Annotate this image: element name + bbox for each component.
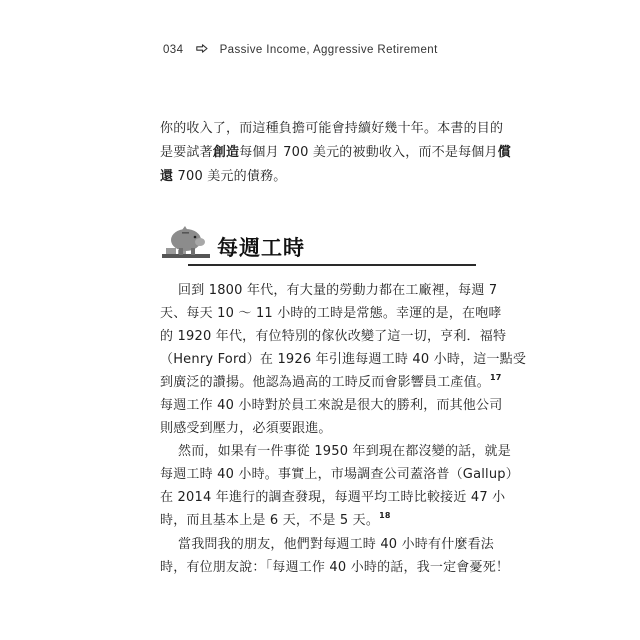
book-title: Passive Income, Aggressive Retirement bbox=[219, 44, 438, 56]
footnote-marker: 17 bbox=[490, 373, 502, 382]
footnote-marker: 18 bbox=[379, 511, 391, 520]
running-head bbox=[163, 44, 438, 56]
heading-underline bbox=[188, 264, 476, 266]
page-number: 034 bbox=[163, 44, 184, 56]
text-line bbox=[160, 144, 511, 162]
section-heading bbox=[160, 224, 476, 266]
right-arrow-icon bbox=[196, 44, 208, 56]
section-title: 每週工時 bbox=[217, 236, 305, 260]
text-line: 每週工時 40 小時。事實上，市場調查公司蓋洛普（Gallup） bbox=[160, 467, 519, 482]
text-line bbox=[160, 512, 472, 530]
text-run: 到廣泛的讚揚。他認為過高的工時反而會影響員工產值。 bbox=[160, 375, 491, 390]
text-line bbox=[160, 168, 472, 186]
text-line: 時，有位朋友說：「每週工作 40 小時的話，我一定會憂死！ bbox=[160, 560, 510, 575]
text-line bbox=[160, 373, 502, 392]
text-line: 在 2014 年進行的調查發現，每週平均工時比較接近 47 小 bbox=[160, 490, 506, 505]
text-run: 每個月 700 美元的被動收入，而不是每個月 bbox=[239, 145, 498, 160]
text-line: 天、每天 10 ～ 11 小時的工時是常態。幸運的是，在咆哮 bbox=[160, 306, 502, 321]
text-line: 然而，如果有一件事從 1950 年到現在都沒變的話，就是 bbox=[178, 444, 511, 459]
text-line: 每週工作 40 小時對於員工來說是很大的勝利，而其他公司 bbox=[160, 398, 503, 413]
emphasis-create: 創造 bbox=[212, 145, 240, 160]
text-run: 時，而且基本上是 6 天，不是 5 天。 bbox=[160, 513, 380, 528]
text-line: 的 1920 年代，有位特別的傢伙改變了這一切，亨利．福特 bbox=[160, 329, 507, 344]
text-line: 你的收入了，而這種負擔可能會持續好幾十年。本書的目的 bbox=[160, 121, 504, 136]
text-line: 當我問我的朋友，他們對每週工時 40 小時有什麼看法 bbox=[178, 537, 495, 552]
emphasis-repay: 還 bbox=[160, 169, 174, 184]
emphasis-repay: 償 bbox=[497, 145, 511, 160]
text-line: 回到 1800 年代，有大量的勞動力都在工廠裡，每週 7 bbox=[178, 283, 498, 298]
text-run: 是要試著 bbox=[160, 145, 213, 160]
text-line: 則感受到壓力，必須要跟進。 bbox=[160, 421, 332, 436]
text-line: （Henry Ford）在 1926 年引進每週工時 40 小時，這一點受 bbox=[160, 352, 527, 367]
piggy-bank-icon bbox=[160, 226, 214, 264]
text-run: 700 美元的債務。 bbox=[173, 169, 287, 184]
